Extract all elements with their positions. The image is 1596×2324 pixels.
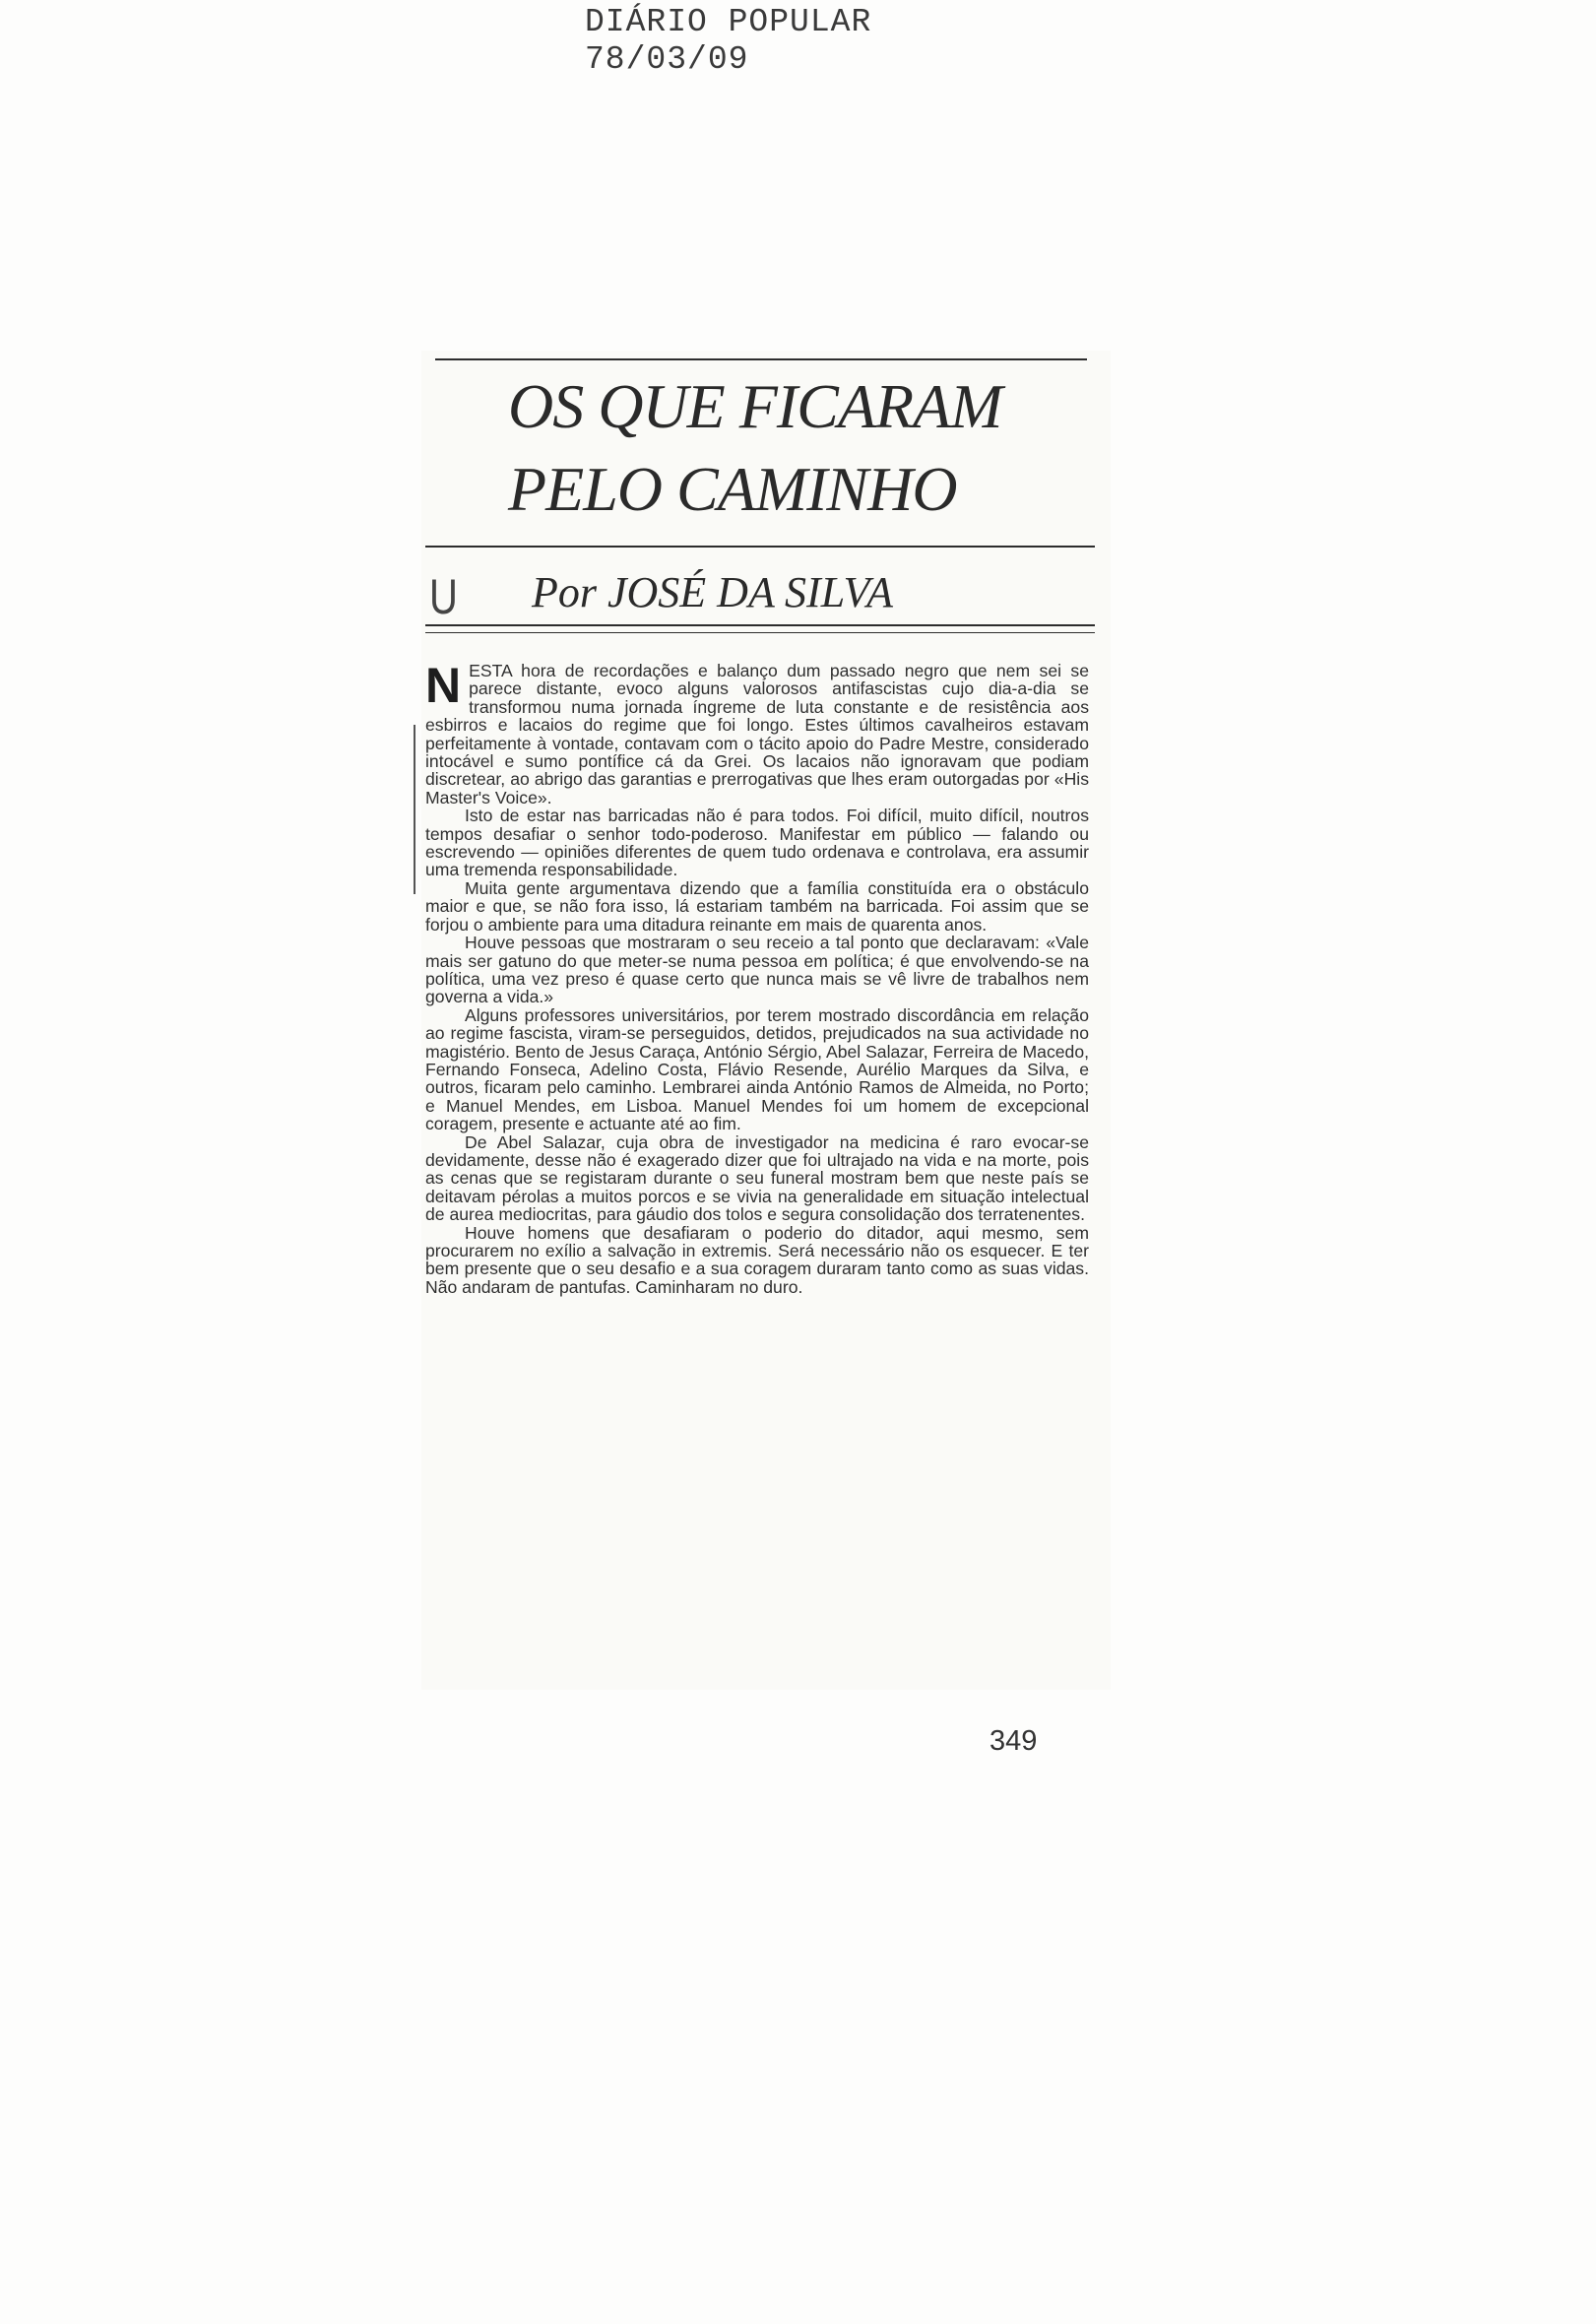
handwritten-margin-mark: U xyxy=(429,570,458,625)
article-title-line-1: OS QUE FICARAM xyxy=(508,371,1002,441)
article-byline: Por JOSÉ DA SILVA xyxy=(532,568,894,616)
page-number: 349 xyxy=(990,1725,1038,1757)
article-title-line-2: PELO CAMINHO xyxy=(508,454,957,524)
drop-cap: N xyxy=(425,658,462,713)
stamp-date: 78/03/09 xyxy=(585,41,749,78)
paragraph-3: Muita gente argumentava dizendo que a família constituída era o obstáculo maior e que, se não fora isso, lá estariam também na barricada. Foi assim que se forjou o ambiente para uma ditadura reinante em mais de quarenta anos. xyxy=(425,877,1089,935)
archive-stamp xyxy=(585,4,871,79)
title-rule xyxy=(425,546,1095,548)
paragraph-4: Houve pessoas que mostraram o seu receio a tal ponto que declaravam: «Vale mais ser gatuno do que meter-se numa pessoa em política; é que envolvendo-se na política, uma vez preso é quase certo que nunca mais se vê livre de trabalhos nem governa a vida.» xyxy=(425,933,1089,1007)
article-body xyxy=(425,658,1089,1297)
byline-rule-bottom xyxy=(425,632,1095,633)
stamp-newspaper-name: DIÁRIO POPULAR xyxy=(585,4,872,40)
paragraph-2: Isto de estar nas barricadas não é para todos. Foi difícil, muito difícil, noutros tempos desafiar o senhor todo-poderoso. Manifestar em público — falando ou escrevendo — opiniões diferentes de quem tudo ordenava e controlava, era assumir uma tremenda responsabilidade. xyxy=(425,806,1089,880)
handwritten-margin-line xyxy=(414,725,415,894)
paragraph-6: De Abel Salazar, cuja obra de investigador na medicina é raro evocar-se devidamente, desse não é exagerado dizer que foi ultrajado na vida e na morte, pois as cenas que se registaram durante o seu funeral mostram bem que neste país se deitavam pérolas a muitos porcos e se vivia na generalidade em situação intelectual de aurea mediocritas, para gáudio dos tolos e segura consolidação dos terratenentes. xyxy=(425,1131,1089,1225)
paragraph-7: Houve homens que desafiaram o poderio do ditador, aqui mesmo, sem procurarem no exílio a salvação in extremis. Será necessário não os esquecer. E ter bem presente que o seu desafio e a sua coragem duraram tanto como as suas vidas. Não andaram de pantufas. Caminharam no duro. xyxy=(425,1222,1089,1297)
paragraph-5: Alguns professores universitários, por terem mostrado discordância em relação ao regime fascista, viram-se perseguidos, detidos, prejudicados na sua actividade no magistério. Bento de Jesus Caraça, António Sérgio, Abel Salazar, Ferreira de Macedo, Fernando Fonseca, Adelino Costa, Flávio Resende, Aurélio Marques da Silva, e outros, ficaram pelo caminho. Lembrarei ainda António Ramos de Almeida, no Porto; e Manuel Mendes, em Lisboa. Manuel Mendes foi um homem de excepcional coragem, presente e actuante até ao fim. xyxy=(425,1004,1089,1134)
paragraph-1: NESTA hora de recordações e balanço dum passado negro que nem sei se parece distante, evoco alguns valorosos antifascistas cujo dia-a-dia se transformou numa jornada íngreme de luta constante e de resistência aos esbirros e lacaios do regime que foi longo. Estes últimos cavalheiros estavam perfeitamente à vontade, contavam com o tácito apoio do Padre Mestre, considerado intocável e sumo pontífice cá da Grei. Os lacaios não ignoravam que podiam discretear, ao abrigo das garantias e prerrogativas que lhes eram outorgadas por «His Master's Voice». xyxy=(425,658,1089,807)
byline-rule-top xyxy=(425,624,1095,626)
top-rule xyxy=(435,358,1087,360)
